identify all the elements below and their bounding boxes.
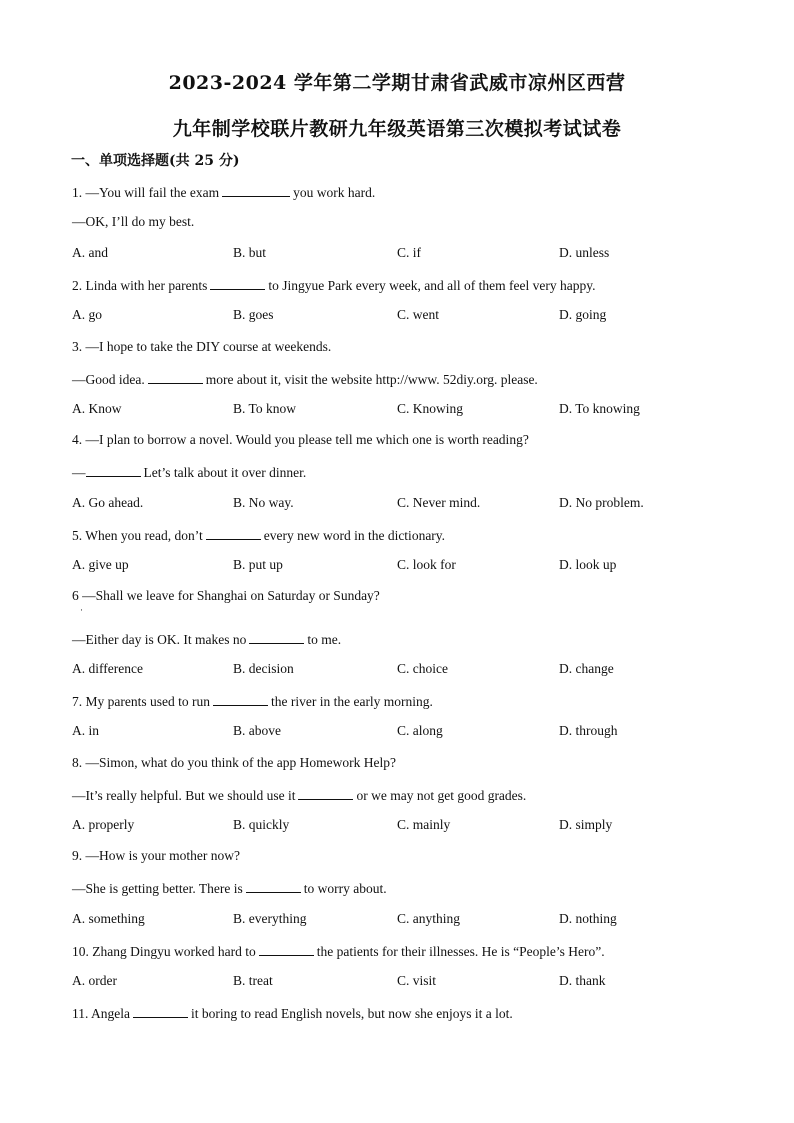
- option-c: C. went: [397, 307, 439, 322]
- option-a: A. give up: [72, 557, 129, 572]
- option-a: A. go: [72, 307, 102, 322]
- question-1-reply: —OK, I’ll do my best.: [72, 214, 195, 229]
- option-d: D. unless: [559, 245, 610, 260]
- stem-text: the patients for their illnesses. He is “People’s Hero”.: [316, 944, 605, 959]
- question-8-reply: [72, 786, 526, 804]
- option-c: C. look for: [397, 557, 456, 572]
- reply-text: —It’s really helpful. But we should use it: [72, 788, 296, 803]
- option-a: A. and: [72, 245, 108, 260]
- option-b: B. decision: [233, 661, 294, 676]
- option-b: B. To know: [233, 401, 296, 416]
- question-6-options: [72, 661, 772, 679]
- reply-text: Let’s talk about it over dinner.: [143, 465, 307, 480]
- question-3-stem: 3. —I hope to take the DIY course at weekends.: [72, 339, 332, 354]
- stem-text: 1. —You will fail the exam: [72, 185, 220, 200]
- option-c: C. mainly: [397, 817, 451, 832]
- reply-text: more about it, visit the website http://www. 52diy.org. please.: [205, 372, 538, 387]
- question-2-stem: [72, 276, 595, 294]
- reply-text: to worry about.: [303, 881, 387, 896]
- question-3-options: [72, 401, 772, 419]
- answer-blank: [210, 276, 265, 290]
- question-4-reply: [72, 463, 306, 481]
- question-8-options: [72, 817, 772, 835]
- option-a: A. Go ahead.: [72, 495, 144, 510]
- question-6-stem: 6 —Shall we leave for Shanghai on Saturday or Sunday?: [72, 588, 380, 603]
- option-d: D. look up: [559, 557, 617, 572]
- stray-dot-mark: ·: [80, 605, 83, 615]
- answer-blank: [148, 370, 203, 384]
- option-c: C. if: [397, 245, 422, 260]
- option-d: D. No problem.: [559, 495, 644, 510]
- question-5-stem: [72, 526, 445, 544]
- stem-text: every new word in the dictionary.: [263, 528, 446, 543]
- option-c: C. choice: [397, 661, 448, 676]
- question-9-options: [72, 911, 772, 929]
- option-c: C. along: [397, 723, 443, 738]
- section-heading: 一、单项选择题(共 25 分): [71, 153, 240, 169]
- answer-blank: [246, 879, 301, 893]
- exam-title-line-2: 九年制学校联片教研九年级英语第三次模拟考试试卷: [172, 118, 622, 140]
- question-4-stem: 4. —I plan to borrow a novel. Would you please tell me which one is worth reading?: [72, 432, 529, 447]
- answer-blank: [86, 463, 141, 477]
- option-b: B. treat: [233, 973, 273, 988]
- answer-blank: [259, 942, 314, 956]
- stem-text: 2. Linda with her parents: [72, 278, 208, 293]
- stem-text: to Jingyue Park every week, and all of them feel very happy.: [268, 278, 596, 293]
- option-c: C. anything: [397, 911, 460, 926]
- option-a: A. something: [72, 911, 145, 926]
- option-a: A. properly: [72, 817, 135, 832]
- option-b: B. everything: [233, 911, 307, 926]
- stem-text: 11. Angela: [72, 1006, 130, 1021]
- question-6-reply: [72, 630, 341, 648]
- answer-blank: [298, 786, 353, 800]
- option-a: A. in: [72, 723, 99, 738]
- option-b: B. put up: [233, 557, 283, 572]
- option-d: D. through: [559, 723, 618, 738]
- option-b: B. but: [233, 245, 267, 260]
- question-7-stem: [72, 692, 433, 710]
- question-11-stem: [72, 1004, 513, 1022]
- option-d: D. simply: [559, 817, 613, 832]
- stem-text: 5. When you read, don’t: [72, 528, 203, 543]
- option-d: D. thank: [559, 973, 606, 988]
- question-7-options: [72, 723, 772, 741]
- question-4-options: [72, 495, 772, 513]
- option-b: B. goes: [233, 307, 274, 322]
- option-c: C. Never mind.: [397, 495, 481, 510]
- question-3-reply: [72, 370, 538, 388]
- stem-text: you work hard.: [293, 185, 376, 200]
- question-10-options: [72, 973, 772, 991]
- option-a: A. difference: [72, 661, 143, 676]
- exam-title-line-1: 2023-2024 学年第二学期甘肃省武威市凉州区西营: [168, 72, 626, 94]
- option-b: B. above: [233, 723, 281, 738]
- question-10-stem: [72, 942, 605, 960]
- option-a: A. order: [72, 973, 117, 988]
- reply-text: or we may not get good grades.: [356, 788, 527, 803]
- option-d: D. To knowing: [559, 401, 640, 416]
- stem-text: 10. Zhang Dingyu worked hard to: [72, 944, 256, 959]
- option-d: D. nothing: [559, 911, 617, 926]
- stem-text: it boring to read English novels, but now she enjoys it a lot.: [191, 1006, 513, 1021]
- option-d: D. change: [559, 661, 614, 676]
- answer-blank: [133, 1004, 188, 1018]
- reply-text: —: [72, 465, 86, 480]
- option-a: A. Know: [72, 401, 122, 416]
- reply-text: —She is getting better. There is: [72, 881, 243, 896]
- answer-blank: [222, 183, 290, 197]
- reply-text: —Either day is OK. It makes no: [72, 632, 247, 647]
- question-1-options: [72, 245, 772, 263]
- reply-text: —Good idea.: [72, 372, 145, 387]
- option-d: D. going: [559, 307, 607, 322]
- option-c: C. visit: [397, 973, 437, 988]
- answer-blank: [206, 526, 261, 540]
- option-c: C. Knowing: [397, 401, 464, 416]
- reply-text: to me.: [307, 632, 342, 647]
- question-2-options: [72, 307, 772, 325]
- stem-text: the river in the early morning.: [270, 694, 433, 709]
- option-b: B. No way.: [233, 495, 294, 510]
- stem-text: 7. My parents used to run: [72, 694, 210, 709]
- question-1-stem: [72, 183, 375, 201]
- option-b: B. quickly: [233, 817, 290, 832]
- answer-blank: [249, 630, 304, 644]
- question-5-options: [72, 557, 772, 575]
- question-9-reply: [72, 879, 387, 897]
- question-8-stem: 8. —Simon, what do you think of the app Homework Help?: [72, 755, 396, 770]
- answer-blank: [213, 692, 268, 706]
- question-9-stem: 9. —How is your mother now?: [72, 848, 240, 863]
